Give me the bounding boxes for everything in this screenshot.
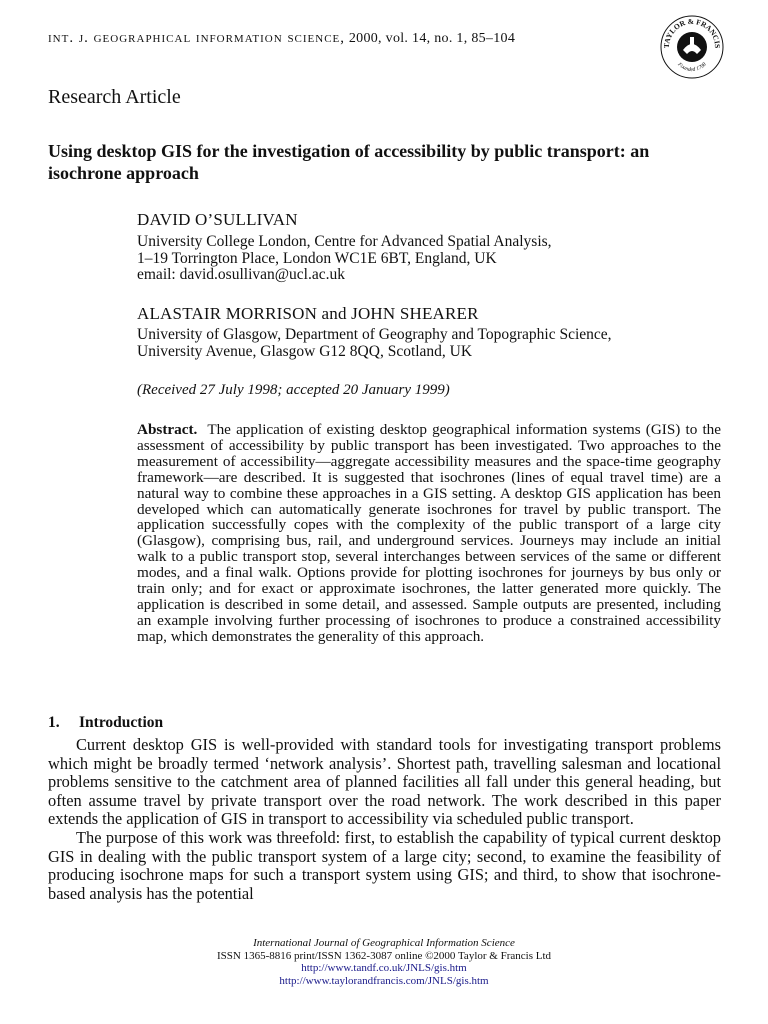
citation: 2000, vol. 14, no. 1, 85–104	[348, 31, 516, 46]
logo-subtext: Founded 1798	[676, 61, 708, 74]
received-dates: (Received 27 July 1998; accepted 20 January 1999)	[137, 382, 450, 398]
affiliation-line: University of Glasgow, Department of Geography and Topographic Science,	[137, 326, 612, 343]
body-text	[48, 736, 721, 903]
footer-issn: ISSN 1365-8816 print/ISSN 1362-3087 online ©2000 Taylor & Francis Ltd	[216, 949, 551, 962]
abstract	[137, 422, 721, 645]
paragraph: Current desktop GIS is well-provided with standard tools for investigating transport problems which might be broadly termed ‘network analysis’. Shortest path, travelling salesman and locational problems sensitive to the catchment area of planned facilities all fall under this general heading, but often assume travel by private transport over the road network. The work described in this paper extends the application of GIS in transport to accessibility via scheduled public transport.	[48, 735, 721, 829]
affiliation-line: University College London, Centre for Advanced Spatial Analysis,	[137, 233, 552, 250]
journal-name: int. j. geographical information science,	[48, 30, 346, 46]
author-email[interactable]: email: david.osullivan@ucl.ac.uk	[137, 266, 345, 283]
section-number: 1.	[48, 714, 60, 731]
publisher-logo	[659, 14, 725, 80]
article-type: Research Article	[48, 86, 181, 108]
abstract-text: The application of existing desktop geographical information systems (GIS) to the assessment of accessibility by public transport has been investigated. Two approaches to the measurement of accessibility—aggregate accessibility measures and the space-time geography framework—are described. It is suggested that isochrones (lines of equal travel time) are a natural way to combine these approaches in a GIS setting. A desktop GIS application has been developed which can automatically generate isochrones for travel by public transport. The application successfully copes with the complexity of the public transport of a large city (Glasgow), comprising bus, rail, and underground services. Journeys may include an initial walk to a public transport stop, several interchanges between services of the same or different modes, and a final walk. Options provide for plotting isochrones for journeys by bus only or train only; and for exact or approximate isochrones, the latter generated more quickly. The application is described in some detail, and assessed. Sample outputs are presented, including an example involving further processing of isochrones to produce a constrained accessibility map, which demonstrates the generality of this approach.	[137, 421, 721, 645]
affiliation-2	[137, 327, 717, 360]
section-heading	[48, 714, 163, 732]
affiliation-line: 1–19 Torrington Place, London WC1E 6BT, England, UK	[137, 249, 497, 267]
taylor-francis-seal-icon	[659, 14, 725, 80]
page-footer	[0, 937, 768, 987]
affiliation-1	[137, 234, 717, 284]
article-title: Using desktop GIS for the investigation of accessibility by public transport: an isochrone approach	[48, 141, 650, 183]
footer-url-1[interactable]: http://www.tandf.co.uk/JNLS/gis.htm	[301, 962, 467, 974]
svg-text:Founded 1798	[676, 61, 708, 73]
affiliation-line: University Avenue, Glasgow G12 8QQ, Scotland, UK	[137, 342, 473, 360]
paragraph: The purpose of this work was threefold: first, to establish the capability of typical current desktop GIS in dealing with the public transport system of a large city; second, to examine the feasibility of producing isochrone maps for such a transport system using GIS; and third, to show that isochrone-based analysis has the potential	[48, 827, 721, 903]
logo-text: TAYLOR & FRANCIS	[661, 16, 723, 49]
footer-journal: International Journal of Geographical Information Science	[253, 937, 515, 949]
author-1: DAVID O’SULLIVAN	[137, 210, 298, 229]
running-header	[48, 30, 515, 47]
author-2: ALASTAIR MORRISON and JOHN SHEARER	[137, 304, 479, 323]
footer-url-2[interactable]: http://www.taylorandfrancis.com/JNLS/gis.htm	[279, 974, 489, 987]
abstract-label: Abstract.	[137, 421, 198, 438]
section-title: Introduction	[79, 714, 164, 731]
